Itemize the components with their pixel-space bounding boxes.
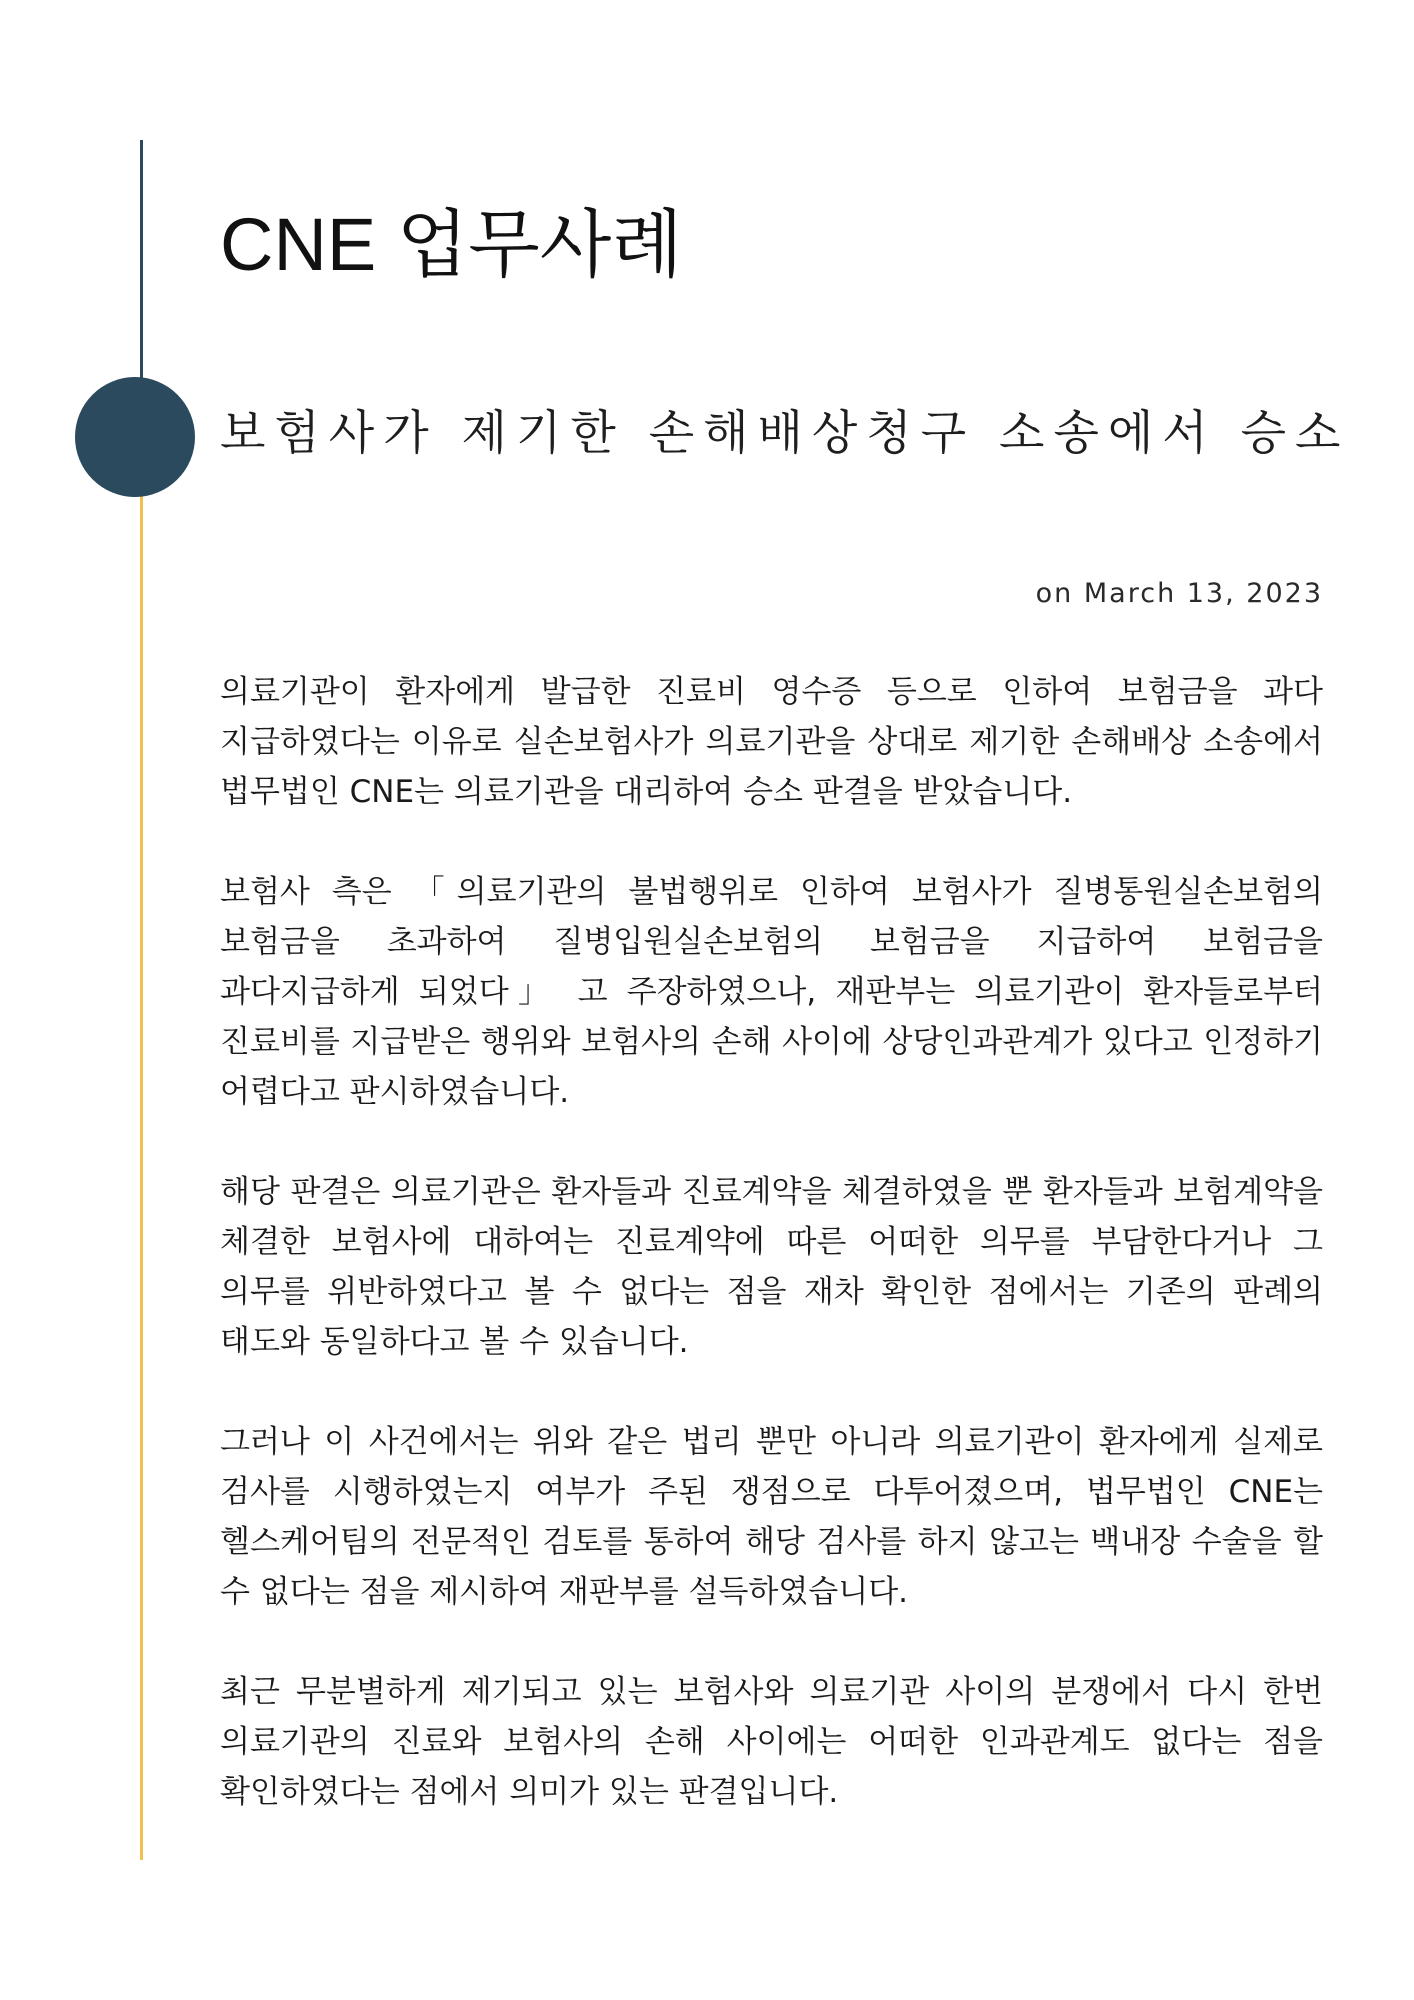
timeline-line-bottom xyxy=(140,440,143,1860)
timeline-circle-marker xyxy=(75,377,195,497)
paragraph: 그러나 이 사건에서는 위와 같은 법리 뿐만 아니라 의료기관이 환자에게 실제로 검사를 시행하였는지 여부가 주된 쟁점으로 다투어졌으며, 법무법인 CNE는 헬스케어팀의 전문적인 검토를 통하여 해당 검사를 하지 않고는 백내장 수술을 할 수 없다는 점을 제시하여 재판부를 설득하였습니다. xyxy=(220,1424,1323,1610)
article-body xyxy=(220,667,1323,1867)
page-title: CNE 업무사례 xyxy=(220,203,683,286)
publish-date: on March 13, 2023 xyxy=(1035,578,1323,609)
article-subtitle: 보험사가 제기한 손해배상청구 소송에서 승소 xyxy=(220,406,1350,461)
paragraph: 의료기관이 환자에게 발급한 진료비 영수증 등으로 인하여 보험금을 과다 지급하였다는 이유로 실손보험사가 의료기관을 상대로 제기한 손해배상 소송에서 법무법인 CNE는 의료기관을 대리하여 승소 판결을 받았습니다. xyxy=(220,674,1323,810)
paragraph: 해당 판결은 의료기관은 환자들과 진료계약을 체결하였을 뿐 환자들과 보험계약을 체결한 보험사에 대하여는 진료계약에 따른 어떠한 의무를 부담한다거나 그 의무를 위반하였다고 볼 수 없다는 점을 재차 확인한 점에서는 기존의 판례의 태도와 동일하다고 볼 수 있습니다. xyxy=(220,1174,1323,1360)
paragraph: 최근 무분별하게 제기되고 있는 보험사와 의료기관 사이의 분쟁에서 다시 한번 의료기관의 진료와 보험사의 손해 사이에는 어떠한 인과관계도 없다는 점을 확인하였다는 점에서 의미가 있는 판결입니다. xyxy=(220,1674,1323,1810)
paragraph: 보험사 측은 「의료기관의 불법행위로 인하여 보험사가 질병통원실손보험의 보험금을 초과하여 질병입원실손보험의 보험금을 지급하여 보험금을 과다지급하게 되었다」 고 주장하였으나, 재판부는 의료기관이 환자들로부터 진료비를 지급받은 행위와 보험사의 손해 사이에 상당인과관계가 있다고 인정하기 어렵다고 판시하였습니다. xyxy=(220,874,1323,1110)
